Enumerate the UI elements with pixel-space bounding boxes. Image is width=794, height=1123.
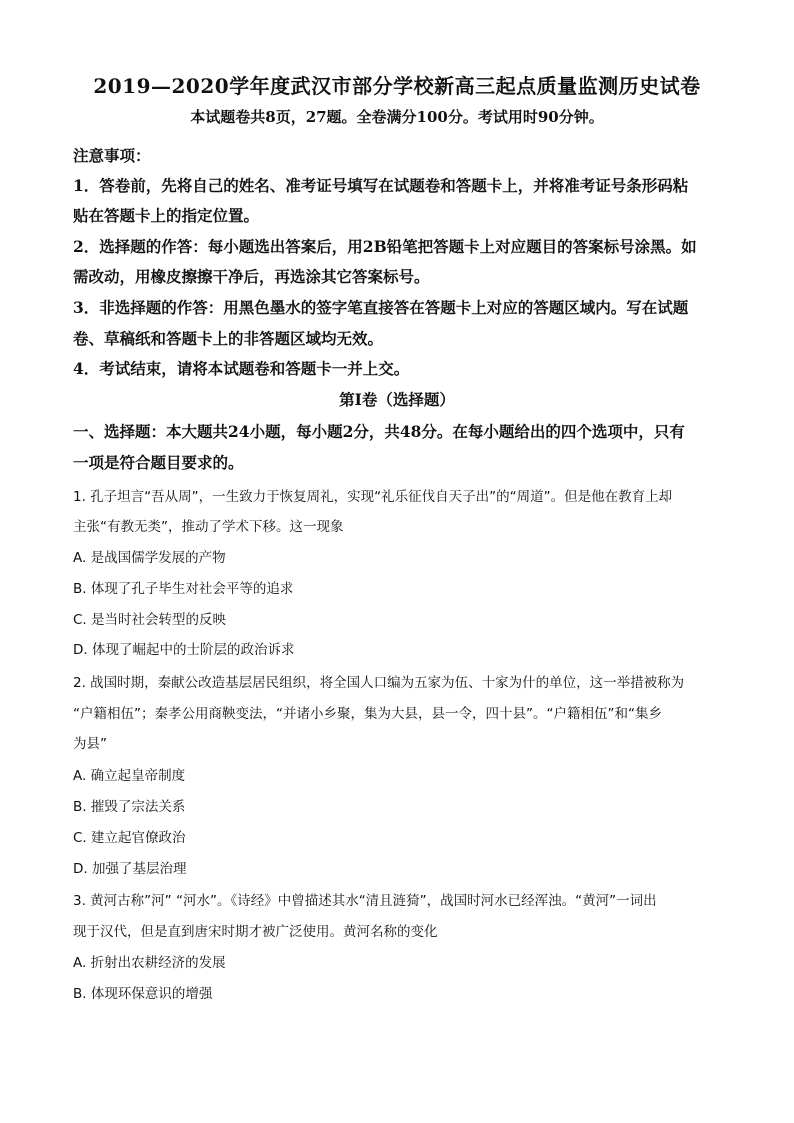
- question-1-stem: 主张“有教无类”，推动了学术下移。这一现象: [73, 519, 344, 535]
- note-line: 需改动，用橡皮擦擦干净后，再选涂其它答案标号。: [73, 267, 430, 286]
- note-line: 卷、草稿纸和答题卡上的非答题区域均无效。: [73, 329, 384, 348]
- question-1-option-d: D. 体现了崛起中的士阶层的政治诉求: [73, 642, 295, 658]
- question-2-stem: 2. 战国时期，秦献公改造基层居民组织，将全国人口编为五家为伍、十家为什的单位，这一举措被称为: [73, 675, 685, 691]
- question-1-option-c: C. 是当时社会转型的反映: [73, 612, 227, 628]
- question-3-option-b: B. 体现环保意识的增强: [73, 986, 213, 1002]
- question-1-stem: 1. 孔子坦言“吾从周”，一生致力于恢复周礼，实现“礼乐征伐自天子出”的“周道”。但是他在教育上却: [73, 489, 673, 505]
- section-title: 第Ⅰ卷（选择题）: [339, 390, 455, 409]
- note-line: 2．选择题的作答：每小题选出答案后，用2B铅笔把答题卡上对应题目的答案标号涂黑。如: [73, 237, 697, 256]
- question-1-option-a: A. 是战国儒学发展的产物: [73, 550, 226, 566]
- question-2-option-b: B. 摧毁了宗法关系: [73, 799, 186, 815]
- question-2-stem: “户籍相伍”；秦孝公用商鞅变法，“并诸小乡聚，集为大县，县一令，四十县”。“户籍相伍”和“集乡: [73, 706, 662, 722]
- question-3-stem: 现于汉代，但是直到唐宋时期才被广泛使用。黄河名称的变化: [73, 924, 438, 940]
- exam-info: 本试题卷共8页，27题。全卷满分100分。考试用时90分钟。: [190, 108, 604, 126]
- question-2-option-a: A. 确立起皇帝制度: [73, 768, 186, 784]
- note-line: 3．非选择题的作答：用黑色墨水的签字笔直接答在答题卡上对应的答题区域内。写在试题: [73, 298, 689, 317]
- question-2-option-c: C. 建立起官僚政治: [73, 830, 186, 846]
- question-3-stem: 3. 黄河古称”河” “河水”。《诗经》中曾描述其水“清且涟猗”，战国时河水已经浑浊。“黄河”一词出: [73, 893, 657, 909]
- question-2-option-d: D. 加强了基层治理: [73, 861, 187, 877]
- note-line: 4．考试结束，请将本试题卷和答题卡一并上交。: [73, 359, 410, 378]
- page-title: 2019—2020学年度武汉市部分学校新高三起点质量监测历史试卷: [93, 74, 701, 98]
- notes-heading: 注意事项：: [73, 146, 151, 165]
- question-1-option-b: B. 体现了孔子毕生对社会平等的追求: [73, 581, 294, 597]
- question-2-stem: 为县”: [73, 736, 107, 752]
- section-intro: 一、选择题：本大题共24小题，每小题2分，共48分。在每小题给出的四个选项中，只有: [73, 422, 685, 441]
- note-line: 1．答卷前，先将自己的姓名、准考证号填写在试题卷和答题卡上，并将准考证号条形码粘: [73, 176, 689, 195]
- note-line: 贴在答题卡上的指定位置。: [73, 206, 260, 225]
- question-3-option-a: A. 折射出农耕经济的发展: [73, 955, 226, 971]
- section-intro: 一项是符合题目要求的。: [73, 453, 244, 472]
